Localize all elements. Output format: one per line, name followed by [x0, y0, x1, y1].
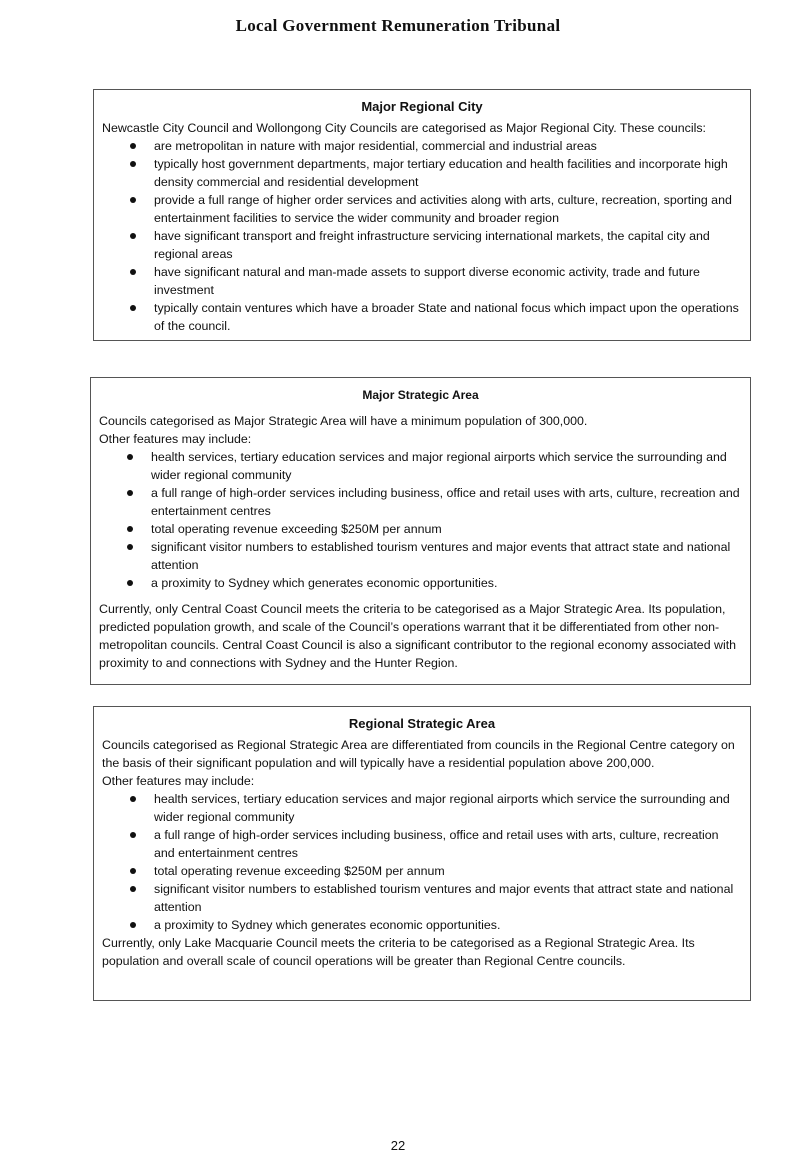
bullet-icon: [130, 269, 136, 275]
bullet-icon: [127, 490, 133, 496]
major-regional-city-box: [93, 89, 751, 341]
bullet-icon: [127, 580, 133, 586]
list-item: total operating revenue exceeding $250M per annum: [102, 862, 742, 880]
list-item: are metropolitan in nature with major residential, commercial and industrial areas: [102, 137, 742, 155]
list-item: provide a full range of higher order services and activities along with arts, culture, recreation, sporting and entertainment facilities to service the wider community and broader region: [102, 191, 742, 227]
list-item: typically host government departments, major tertiary education and health facilities and incorporate high density commercial and residential development: [102, 155, 742, 191]
bullet-icon: [127, 544, 133, 550]
box-intro: Councils categorised as Major Strategic Area will have a minimum population of 300,000.: [99, 414, 588, 428]
page-header-title: Local Government Remuneration Tribunal: [235, 16, 561, 35]
list-item: a full range of high-order services including business, office and retail uses with arts, culture, recreation and entertainment centres: [99, 484, 742, 520]
list-item: health services, tertiary education services and major regional airports which service the surrounding and wider regional community: [102, 790, 742, 826]
bullet-list: [102, 137, 742, 335]
box-closing: Currently, only Central Coast Council meets the criteria to be categorised as a Major Strategic Area. Its population, predicted population growth, and scale of the Council’s operations warrant that it be differentiated from other non-metropolitan councils. Central Coast Council is also a significant contributor to the regional economy associated with proximity to and connections with Sydney and the Hunter Region.: [99, 602, 737, 670]
box-intro: Newcastle City Council and Wollongong City Councils are categorised as Major Regional City. These councils:: [102, 121, 706, 135]
list-item: a proximity to Sydney which generates economic opportunities.: [102, 916, 742, 934]
bullet-icon: [127, 454, 133, 460]
major-strategic-area-box: [90, 377, 751, 685]
box-other-features: Other features may include:: [102, 774, 255, 788]
list-item: typically contain ventures which have a broader State and national focus which impact upon the operations of the council.: [102, 299, 742, 335]
box-intro: Councils categorised as Regional Strategic Area are differentiated from councils in the Regional Centre category on the basis of their significant population and will typically have a residential population above 200,000.: [102, 738, 735, 770]
list-item: significant visitor numbers to established tourism ventures and major events that attract state and national attention: [102, 880, 742, 916]
list-item: a full range of high-order services including business, office and retail uses with arts, culture, recreation and entertainment centres: [102, 826, 742, 862]
list-item: total operating revenue exceeding $250M per annum: [99, 520, 742, 538]
bullet-icon: [130, 832, 136, 838]
bullet-icon: [127, 526, 133, 532]
bullet-icon: [130, 197, 136, 203]
bullet-icon: [130, 143, 136, 149]
bullet-icon: [130, 886, 136, 892]
box-closing: Currently, only Lake Macquarie Council meets the criteria to be categorised as a Regional Strategic Area. Its population and overall scale of council operations will be greater than Regional Centre councils.: [102, 936, 695, 968]
bullet-icon: [130, 922, 136, 928]
box-title: Major Regional City: [361, 99, 483, 114]
list-item: health services, tertiary education services and major regional airports which service the surrounding and wider regional community: [99, 448, 742, 484]
bullet-list: [102, 790, 742, 934]
box-title: Major Strategic Area: [362, 388, 479, 402]
list-item: significant visitor numbers to established tourism ventures and major events that attract state and national attention: [99, 538, 742, 574]
bullet-icon: [130, 868, 136, 874]
bullet-icon: [130, 796, 136, 802]
box-title: Regional Strategic Area: [348, 716, 496, 731]
page-number: 22: [390, 1138, 406, 1153]
regional-strategic-area-box: [93, 706, 751, 1001]
list-item: a proximity to Sydney which generates economic opportunities.: [99, 574, 742, 592]
bullet-list: [99, 448, 742, 592]
bullet-icon: [130, 233, 136, 239]
bullet-icon: [130, 161, 136, 167]
box-other-features: Other features may include:: [99, 432, 252, 446]
list-item: have significant transport and freight infrastructure servicing international markets, the capital city and regional areas: [102, 227, 742, 263]
bullet-icon: [130, 305, 136, 311]
list-item: have significant natural and man-made assets to support diverse economic activity, trade and future investment: [102, 263, 742, 299]
